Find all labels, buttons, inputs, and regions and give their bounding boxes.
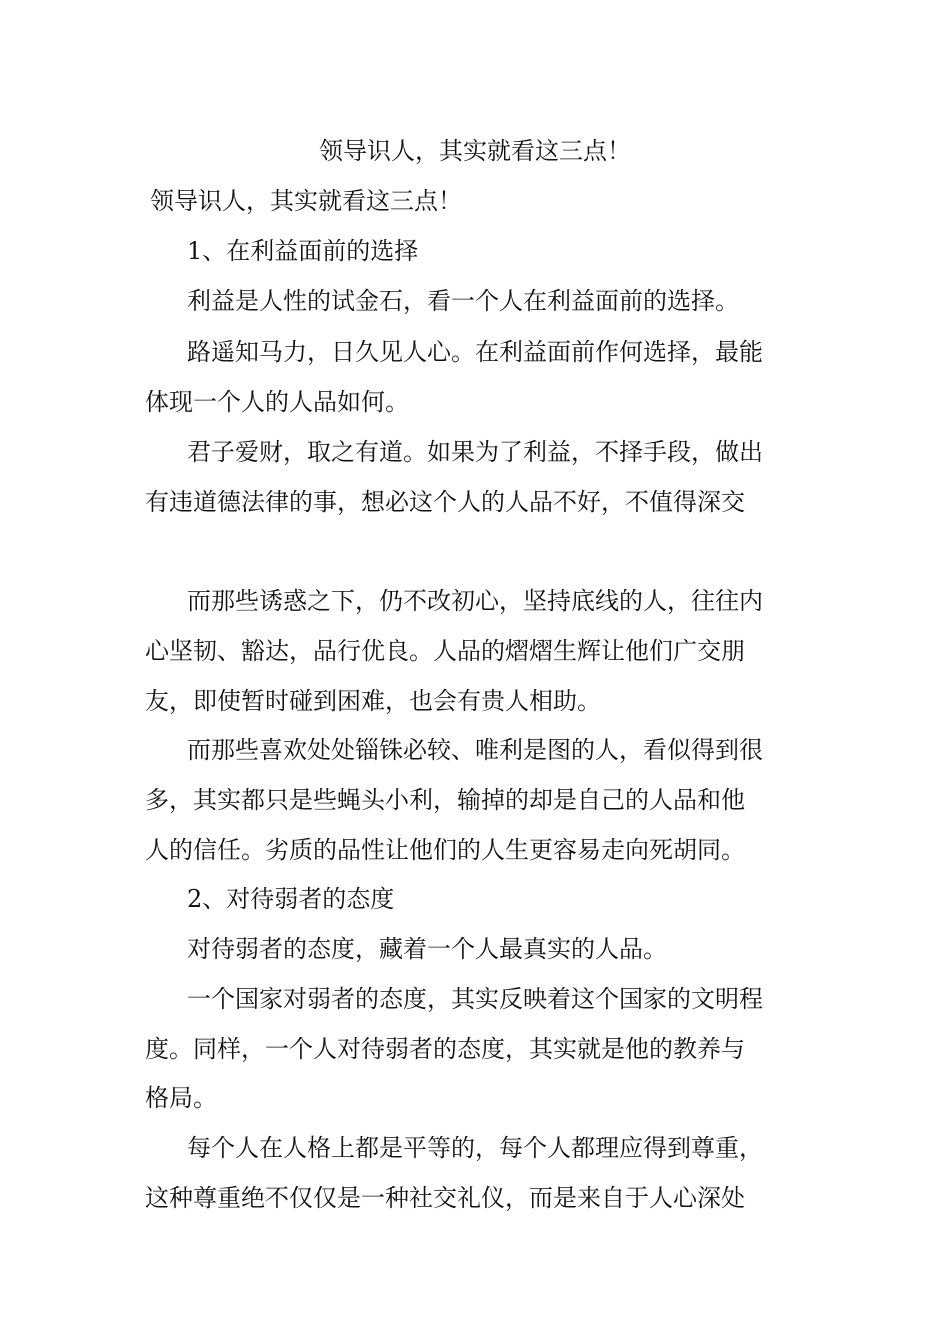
paragraph-line: 多，其实都只是些蝇头小利，输掉的却是自己的人品和他 xyxy=(145,786,745,814)
paragraph-line: 心坚韧、豁达，品行优良。人品的熠熠生辉让他们广交朋 xyxy=(145,637,745,665)
paragraph-line: 度。同样，一个人对待弱者的态度，其实就是他的教养与 xyxy=(145,1035,745,1063)
paragraph-line: 对待弱者的态度，藏着一个人最真实的人品。 xyxy=(187,935,667,963)
paragraph-line: 格局。 xyxy=(145,1084,217,1112)
section-heading-2: 2、对待弱者的态度 xyxy=(187,885,395,913)
paragraph-line: 而那些喜欢处处锱铢必较、唯利是图的人，看似得到很 xyxy=(187,736,763,764)
paragraph-line: 利益是人性的试金石，看一个人在利益面前的选择。 xyxy=(187,287,739,315)
paragraph-line: 人的信任。劣质的品性让他们的人生更容易走向死胡同。 xyxy=(145,836,745,864)
paragraph-line: 友，即使暂时碰到困难，也会有贵人相助。 xyxy=(145,687,601,715)
paragraph-line: 一个国家对弱者的态度，其实反映着这个国家的文明程 xyxy=(187,985,763,1013)
paragraph-line: 这种尊重绝不仅仅是一种社交礼仪，而是来自于人心深处 xyxy=(145,1184,745,1212)
paragraph-line: 体现一个人的人品如何。 xyxy=(145,388,409,416)
paragraph-line: 而那些诱惑之下，仍不改初心，坚持底线的人，往往内 xyxy=(187,587,763,615)
document-title: 领导识人，其实就看这三点！ xyxy=(319,137,631,165)
paragraph-line: 有违道德法律的事，想必这个人的人品不好，不值得深交 xyxy=(145,488,745,516)
paragraph-line: 君子爱财，取之有道。如果为了利益，不择手段，做出 xyxy=(187,438,763,466)
document-subtitle: 领导识人，其实就看这三点！ xyxy=(150,187,462,215)
paragraph-line: 路遥知马力，日久见人心。在利益面前作何选择，最能 xyxy=(187,338,763,366)
section-heading-1: 1、在利益面前的选择 xyxy=(187,237,419,265)
paragraph-line: 每个人在人格上都是平等的，每个人都理应得到尊重， xyxy=(187,1134,763,1162)
